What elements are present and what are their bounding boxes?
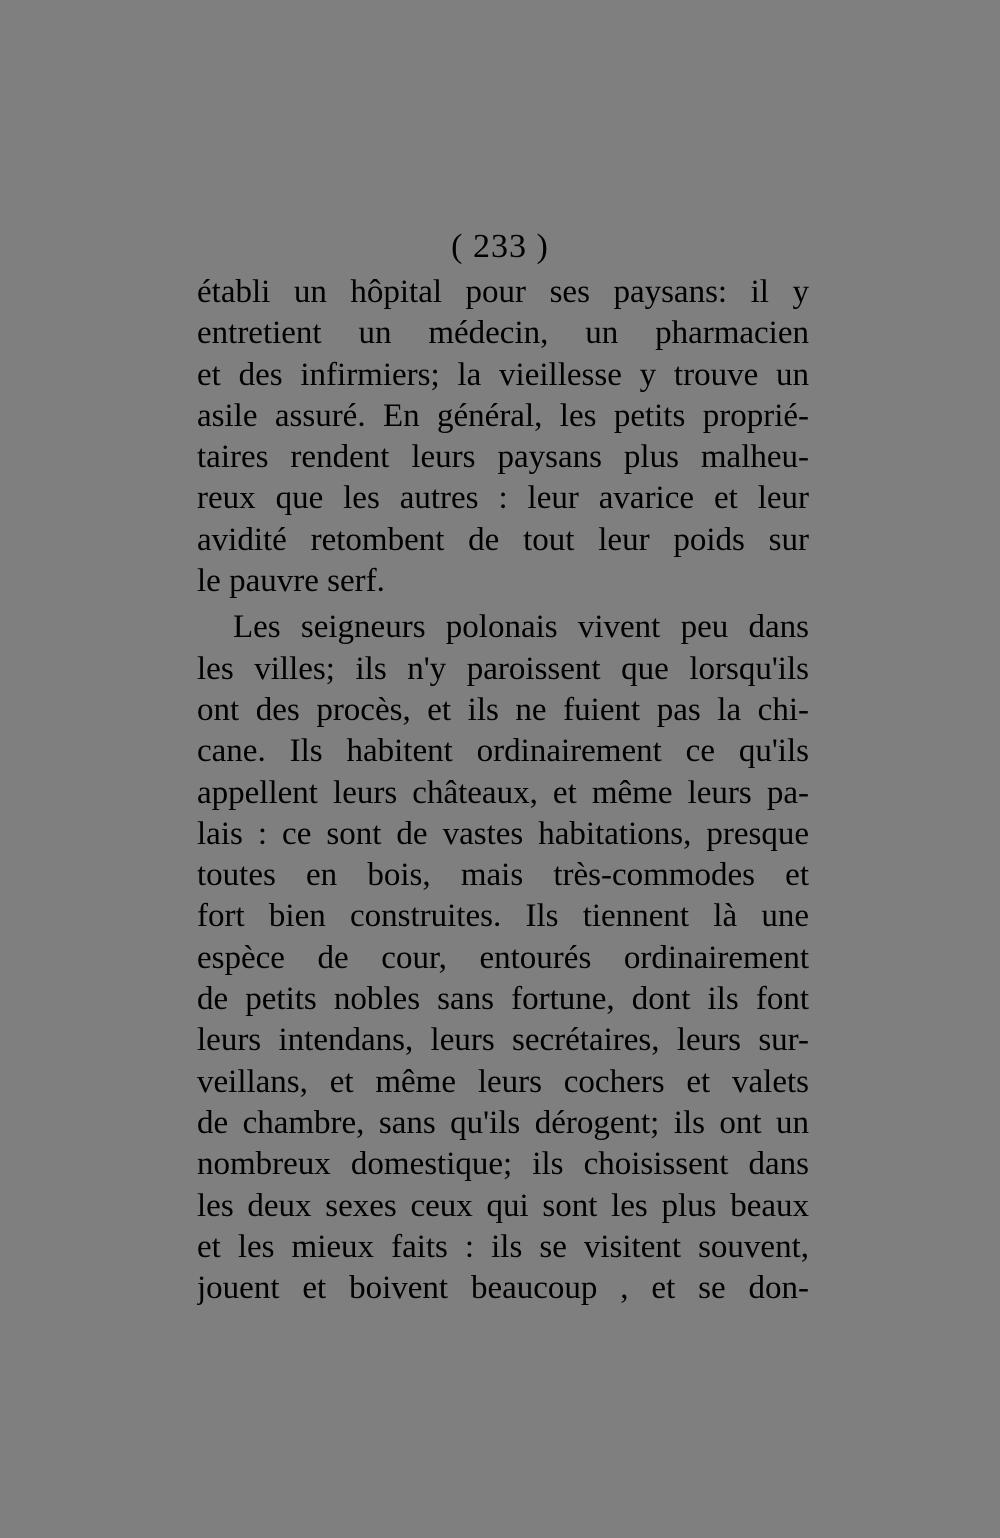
text-line: appellent leurs châteaux, et même leurs pa- [197, 774, 809, 811]
text-line: les deux sexes ceux qui sont les plus beaux [197, 1187, 809, 1224]
page-number: ( 233 ) [451, 228, 549, 265]
text-line: nombreux domestique; ils choisissent dans [197, 1146, 809, 1183]
text-line: fort bien construites. Ils tiennent là une [197, 898, 809, 935]
paragraph-1 [197, 272, 809, 602]
body-text [197, 272, 809, 1309]
text-line: lais : ce sont de vastes habitations, presque [197, 815, 809, 852]
text-line: toutes en bois, mais très-commodes et [197, 857, 809, 894]
text-line: le pauvre serf. [197, 563, 385, 600]
text-line: et les mieux faits : ils se visitent souvent, [197, 1228, 809, 1265]
text-line: établi un hôpital pour ses paysans: il y [197, 274, 809, 310]
text-line: Les seigneurs polonais vivent peu dans [233, 609, 809, 646]
text-line: leurs intendans, leurs secrétaires, leurs sur- [197, 1022, 809, 1059]
text-line: asile assuré. En général, les petits proprié- [197, 397, 809, 434]
text-line: de chambre, sans qu'ils dérogent; ils ont un [197, 1104, 809, 1141]
paragraph-2 [197, 607, 809, 1309]
text-line: jouent et boivent beaucoup , et se don- [197, 1270, 809, 1307]
text-line: les villes; ils n'y paroissent que lorsqu'ils [197, 650, 809, 687]
text-line: ont des procès, et ils ne fuient pas la chi- [197, 691, 809, 728]
text-line: avidité retombent de tout leur poids sur [197, 521, 809, 558]
text-line: espèce de cour, entourés ordinairement [197, 939, 809, 976]
text-line: reux que les autres : leur avarice et leur [197, 480, 809, 517]
text-line: taires rendent leurs paysans plus malheu- [197, 439, 809, 476]
text-line: entretient un médecin, un pharmacien [197, 315, 809, 352]
text-line: et des infirmiers; la vieillesse y trouve un [197, 356, 809, 393]
text-line: de petits nobles sans fortune, dont ils font [197, 981, 809, 1018]
text-line: veillans, et même leurs cochers et valets [197, 1063, 809, 1100]
text-line: cane. Ils habitent ordinairement ce qu'ils [197, 733, 809, 770]
